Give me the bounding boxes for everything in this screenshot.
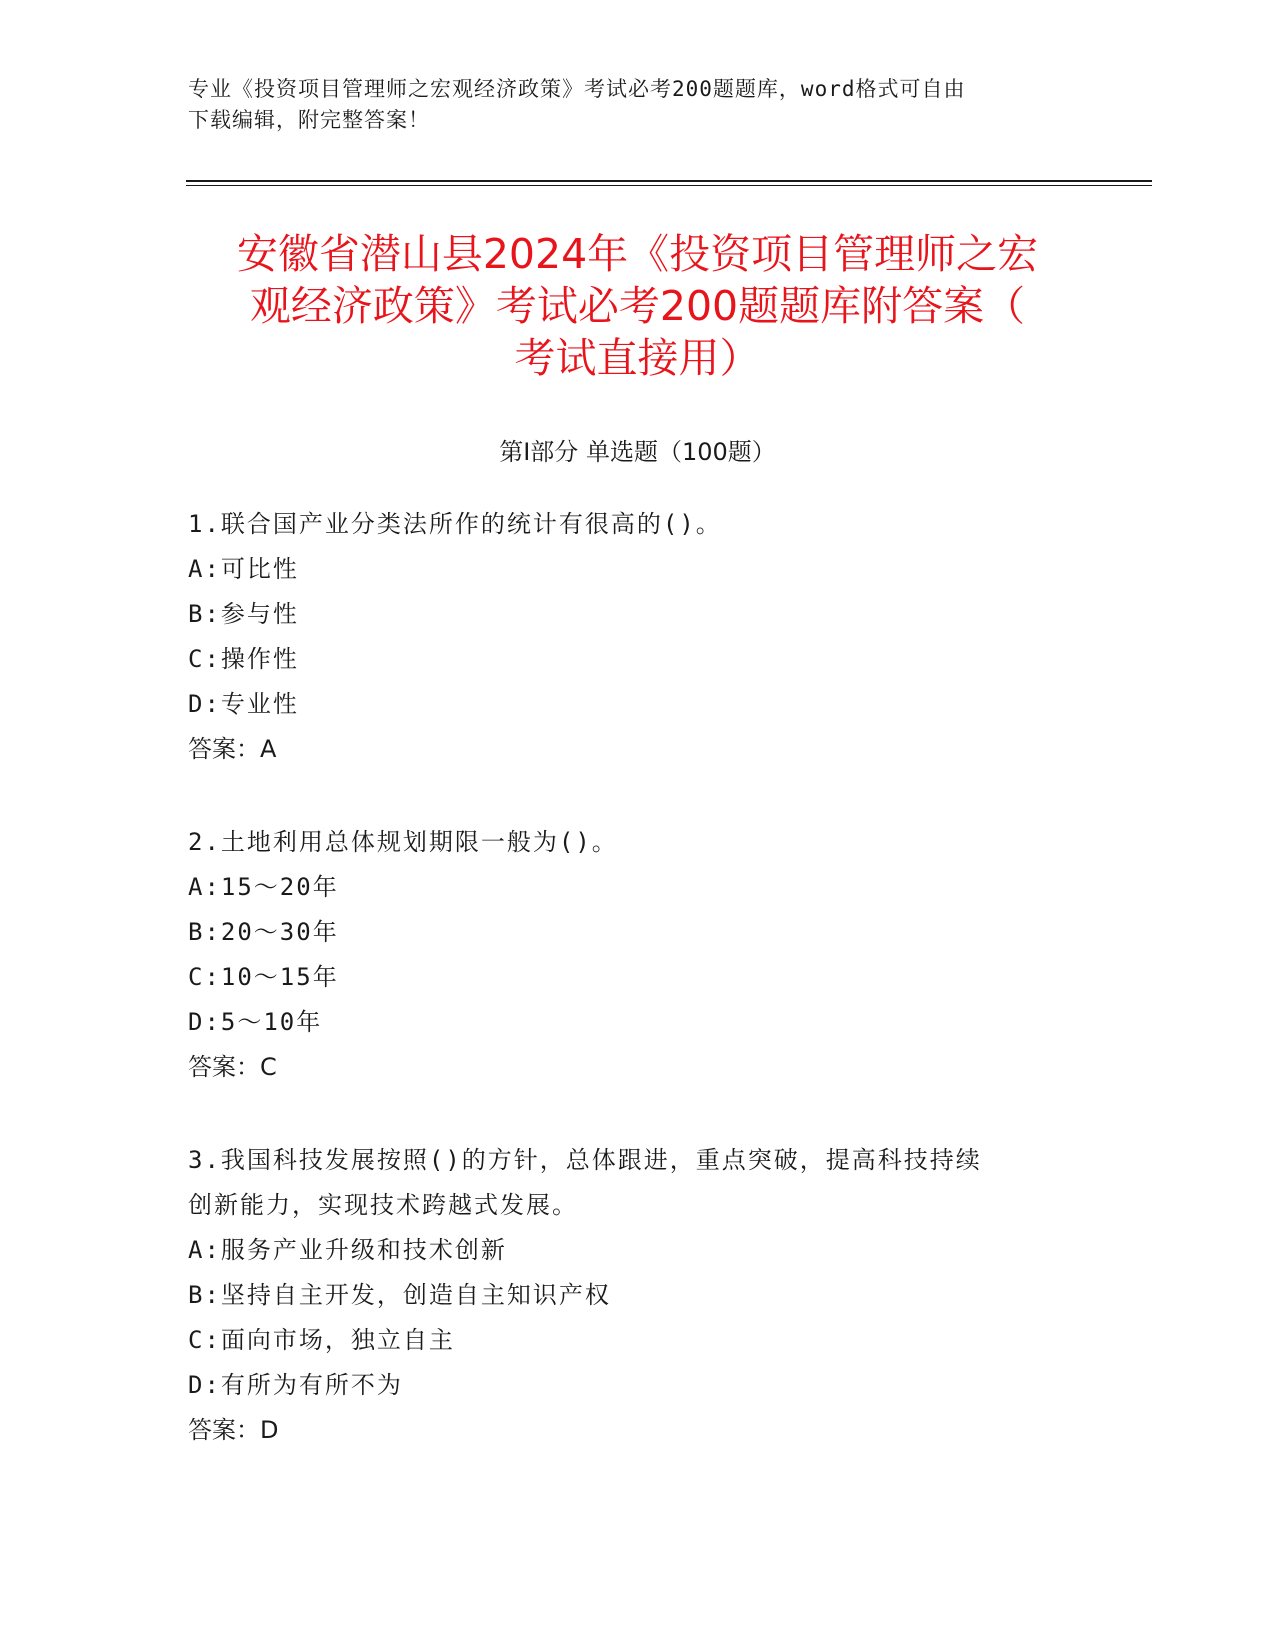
answer-label: 答案：A <box>188 735 277 763</box>
option-d: D:有所为有所不为 <box>188 1371 403 1399</box>
answer-label: 答案：C <box>188 1053 277 1081</box>
question-stem: 3.我国科技发展按照()的方针，总体跟进，重点突破，提高科技持续 <box>188 1146 982 1174</box>
title-line: 考试直接用） <box>514 334 761 382</box>
question-stem-continued: 创新能力，实现技术跨越式发展。 <box>188 1191 578 1219</box>
option-c: C:操作性 <box>188 645 299 673</box>
option-d: D:5～10年 <box>188 1008 323 1036</box>
option-a: A:15～20年 <box>188 873 339 901</box>
question-item <box>188 820 1088 1090</box>
question-stem: 2.土地利用总体规划期限一般为()。 <box>188 828 618 856</box>
header-divider <box>186 180 1152 182</box>
question-item <box>188 502 1088 772</box>
question-stem: 1.联合国产业分类法所作的统计有很高的()。 <box>188 510 722 538</box>
option-c: C:面向市场，独立自主 <box>188 1326 455 1354</box>
header-divider-thin <box>186 185 1152 186</box>
option-a: A:服务产业升级和技术创新 <box>188 1236 507 1264</box>
section-heading: 第I部分 单选题（100题） <box>499 438 776 466</box>
title-line: 安徽省潜山县2024年《投资项目管理师之宏 <box>236 230 1039 278</box>
header-note <box>188 74 1088 136</box>
option-a: A:可比性 <box>188 555 299 583</box>
document-title <box>150 228 1125 384</box>
answer-label: 答案：D <box>188 1416 279 1444</box>
question-item <box>188 1138 1088 1453</box>
header-note-line: 下载编辑，附完整答案！ <box>188 108 430 132</box>
option-b: B:20～30年 <box>188 918 339 946</box>
option-c: C:10～15年 <box>188 963 339 991</box>
header-note-line: 专业《投资项目管理师之宏观经济政策》考试必考200题题库，word格式可自由 <box>188 77 966 101</box>
option-b: B:坚持自主开发，创造自主知识产权 <box>188 1281 611 1309</box>
title-line: 观经济政策》考试必考200题题库附答案（ <box>249 282 1026 330</box>
option-b: B:参与性 <box>188 600 299 628</box>
option-d: D:专业性 <box>188 690 299 718</box>
